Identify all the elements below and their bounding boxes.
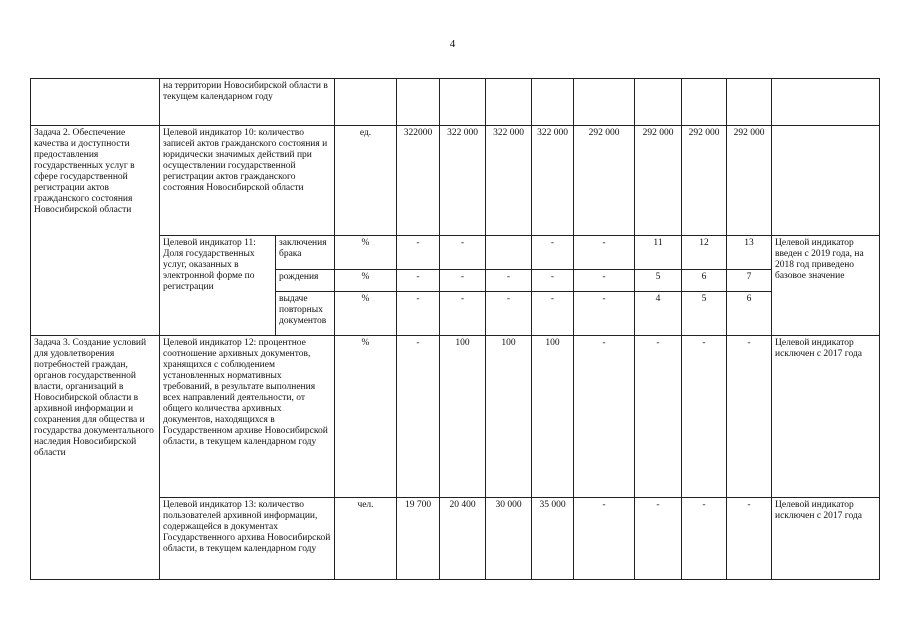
value-cell: 4 xyxy=(635,292,682,336)
value-cell: 19 700 xyxy=(397,498,440,580)
unit-cell: % xyxy=(335,270,397,292)
value-cell: 30 000 xyxy=(486,498,532,580)
indicator-cell: Целевой индикатор 13: количество пользователей архивной информации, содержащейся в документах Государственного архива Новосибирской области, в текущем календарном году xyxy=(160,498,335,580)
unit-cell: ед. xyxy=(335,126,397,236)
value-cell: 322 000 xyxy=(532,126,574,236)
value-cell: - xyxy=(574,270,635,292)
value-cell: 5 xyxy=(682,292,727,336)
page-number: 4 xyxy=(449,38,456,50)
value-cell: - xyxy=(486,292,532,336)
task-cell: Задача 2. Обеспечение качества и доступности предоставления государственных услуг в сфере государственной регистрации актов гражданского состояния Новосибирской области xyxy=(31,126,160,336)
value-cell: 292 000 xyxy=(635,126,682,236)
value-cell: 100 xyxy=(486,336,532,498)
unit-cell: чел. xyxy=(335,498,397,580)
value-cell xyxy=(486,236,532,270)
unit-cell: % xyxy=(335,292,397,336)
note-cell: Целевой индикатор исключен с 2017 года xyxy=(772,498,880,580)
unit-cell: % xyxy=(335,336,397,498)
value-cell: - xyxy=(574,498,635,580)
table-row xyxy=(31,79,880,126)
value-cell: - xyxy=(532,270,574,292)
value-cell: - xyxy=(532,236,574,270)
value-cell: - xyxy=(682,336,727,498)
value-cell: - xyxy=(397,292,440,336)
value-cell: 292 000 xyxy=(727,126,772,236)
value-cell: 322000 xyxy=(397,126,440,236)
value-cell: - xyxy=(486,270,532,292)
value-cell: - xyxy=(574,236,635,270)
value-cell: 35 000 xyxy=(532,498,574,580)
value-cell: 20 400 xyxy=(440,498,486,580)
task-cell: Задача 3. Создание условий для удовлетворения потребностей граждан, органов государственной власти, организаций в Новосибирской области в архивной информации и сохранения для общества и государства документального наследия Новосибирской области xyxy=(31,336,160,580)
value-cell: - xyxy=(635,336,682,498)
value-cell: - xyxy=(682,498,727,580)
sub-indicator-label: рождения xyxy=(276,270,335,292)
value-cell: 13 xyxy=(727,236,772,270)
value-cell: 100 xyxy=(532,336,574,498)
indicator-cell: Целевой индикатор 12: процентное соотношение архивных документов, хранящихся с соблюдением установленных нормативных требований, в результате выполнения всех направлений деятельности, от общего количества архивных документов, находящихся в Государственном архиве Новосибирской области, в текущем календарном году xyxy=(160,336,335,498)
indicator-cell: Целевой индикатор 10: количество записей актов гражданского состояния и юридически значимых действий при осуществлении государственной регистрации актов гражданского состояния Новосибирской области xyxy=(160,126,335,236)
unit-cell: % xyxy=(335,236,397,270)
value-cell: 7 xyxy=(727,270,772,292)
value-cell: 100 xyxy=(440,336,486,498)
value-cell: - xyxy=(440,270,486,292)
value-cell: 292 000 xyxy=(574,126,635,236)
value-cell: - xyxy=(440,292,486,336)
indicator-cell: Целевой индикатор 11: Доля государственных услуг, оказанных в электронной форме по регистрации xyxy=(160,236,276,336)
value-cell: - xyxy=(635,498,682,580)
value-cell: - xyxy=(574,336,635,498)
value-cell: - xyxy=(397,270,440,292)
value-cell: 5 xyxy=(635,270,682,292)
value-cell: - xyxy=(397,336,440,498)
note-cell: Целевой индикатор введен с 2019 года, на 2018 год приведено базовое значение xyxy=(772,236,880,336)
note-cell: Целевой индикатор исключен с 2017 года xyxy=(772,336,880,498)
value-cell: - xyxy=(727,336,772,498)
indicator-cell: на территории Новосибирской области в текущем календарном году xyxy=(160,79,335,126)
value-cell: 11 xyxy=(635,236,682,270)
value-cell: 322 000 xyxy=(486,126,532,236)
table-row xyxy=(31,336,880,498)
value-cell: - xyxy=(574,292,635,336)
indicators-table xyxy=(30,78,880,580)
value-cell: - xyxy=(532,292,574,336)
sub-indicator-label: заключения брака xyxy=(276,236,335,270)
value-cell: - xyxy=(397,236,440,270)
value-cell: - xyxy=(727,498,772,580)
sub-indicator-label: выдаче повторных документов xyxy=(276,292,335,336)
value-cell: 322 000 xyxy=(440,126,486,236)
value-cell: 6 xyxy=(682,270,727,292)
value-cell: 12 xyxy=(682,236,727,270)
table-row xyxy=(31,126,880,236)
value-cell: - xyxy=(440,236,486,270)
value-cell: 6 xyxy=(727,292,772,336)
value-cell: 292 000 xyxy=(682,126,727,236)
